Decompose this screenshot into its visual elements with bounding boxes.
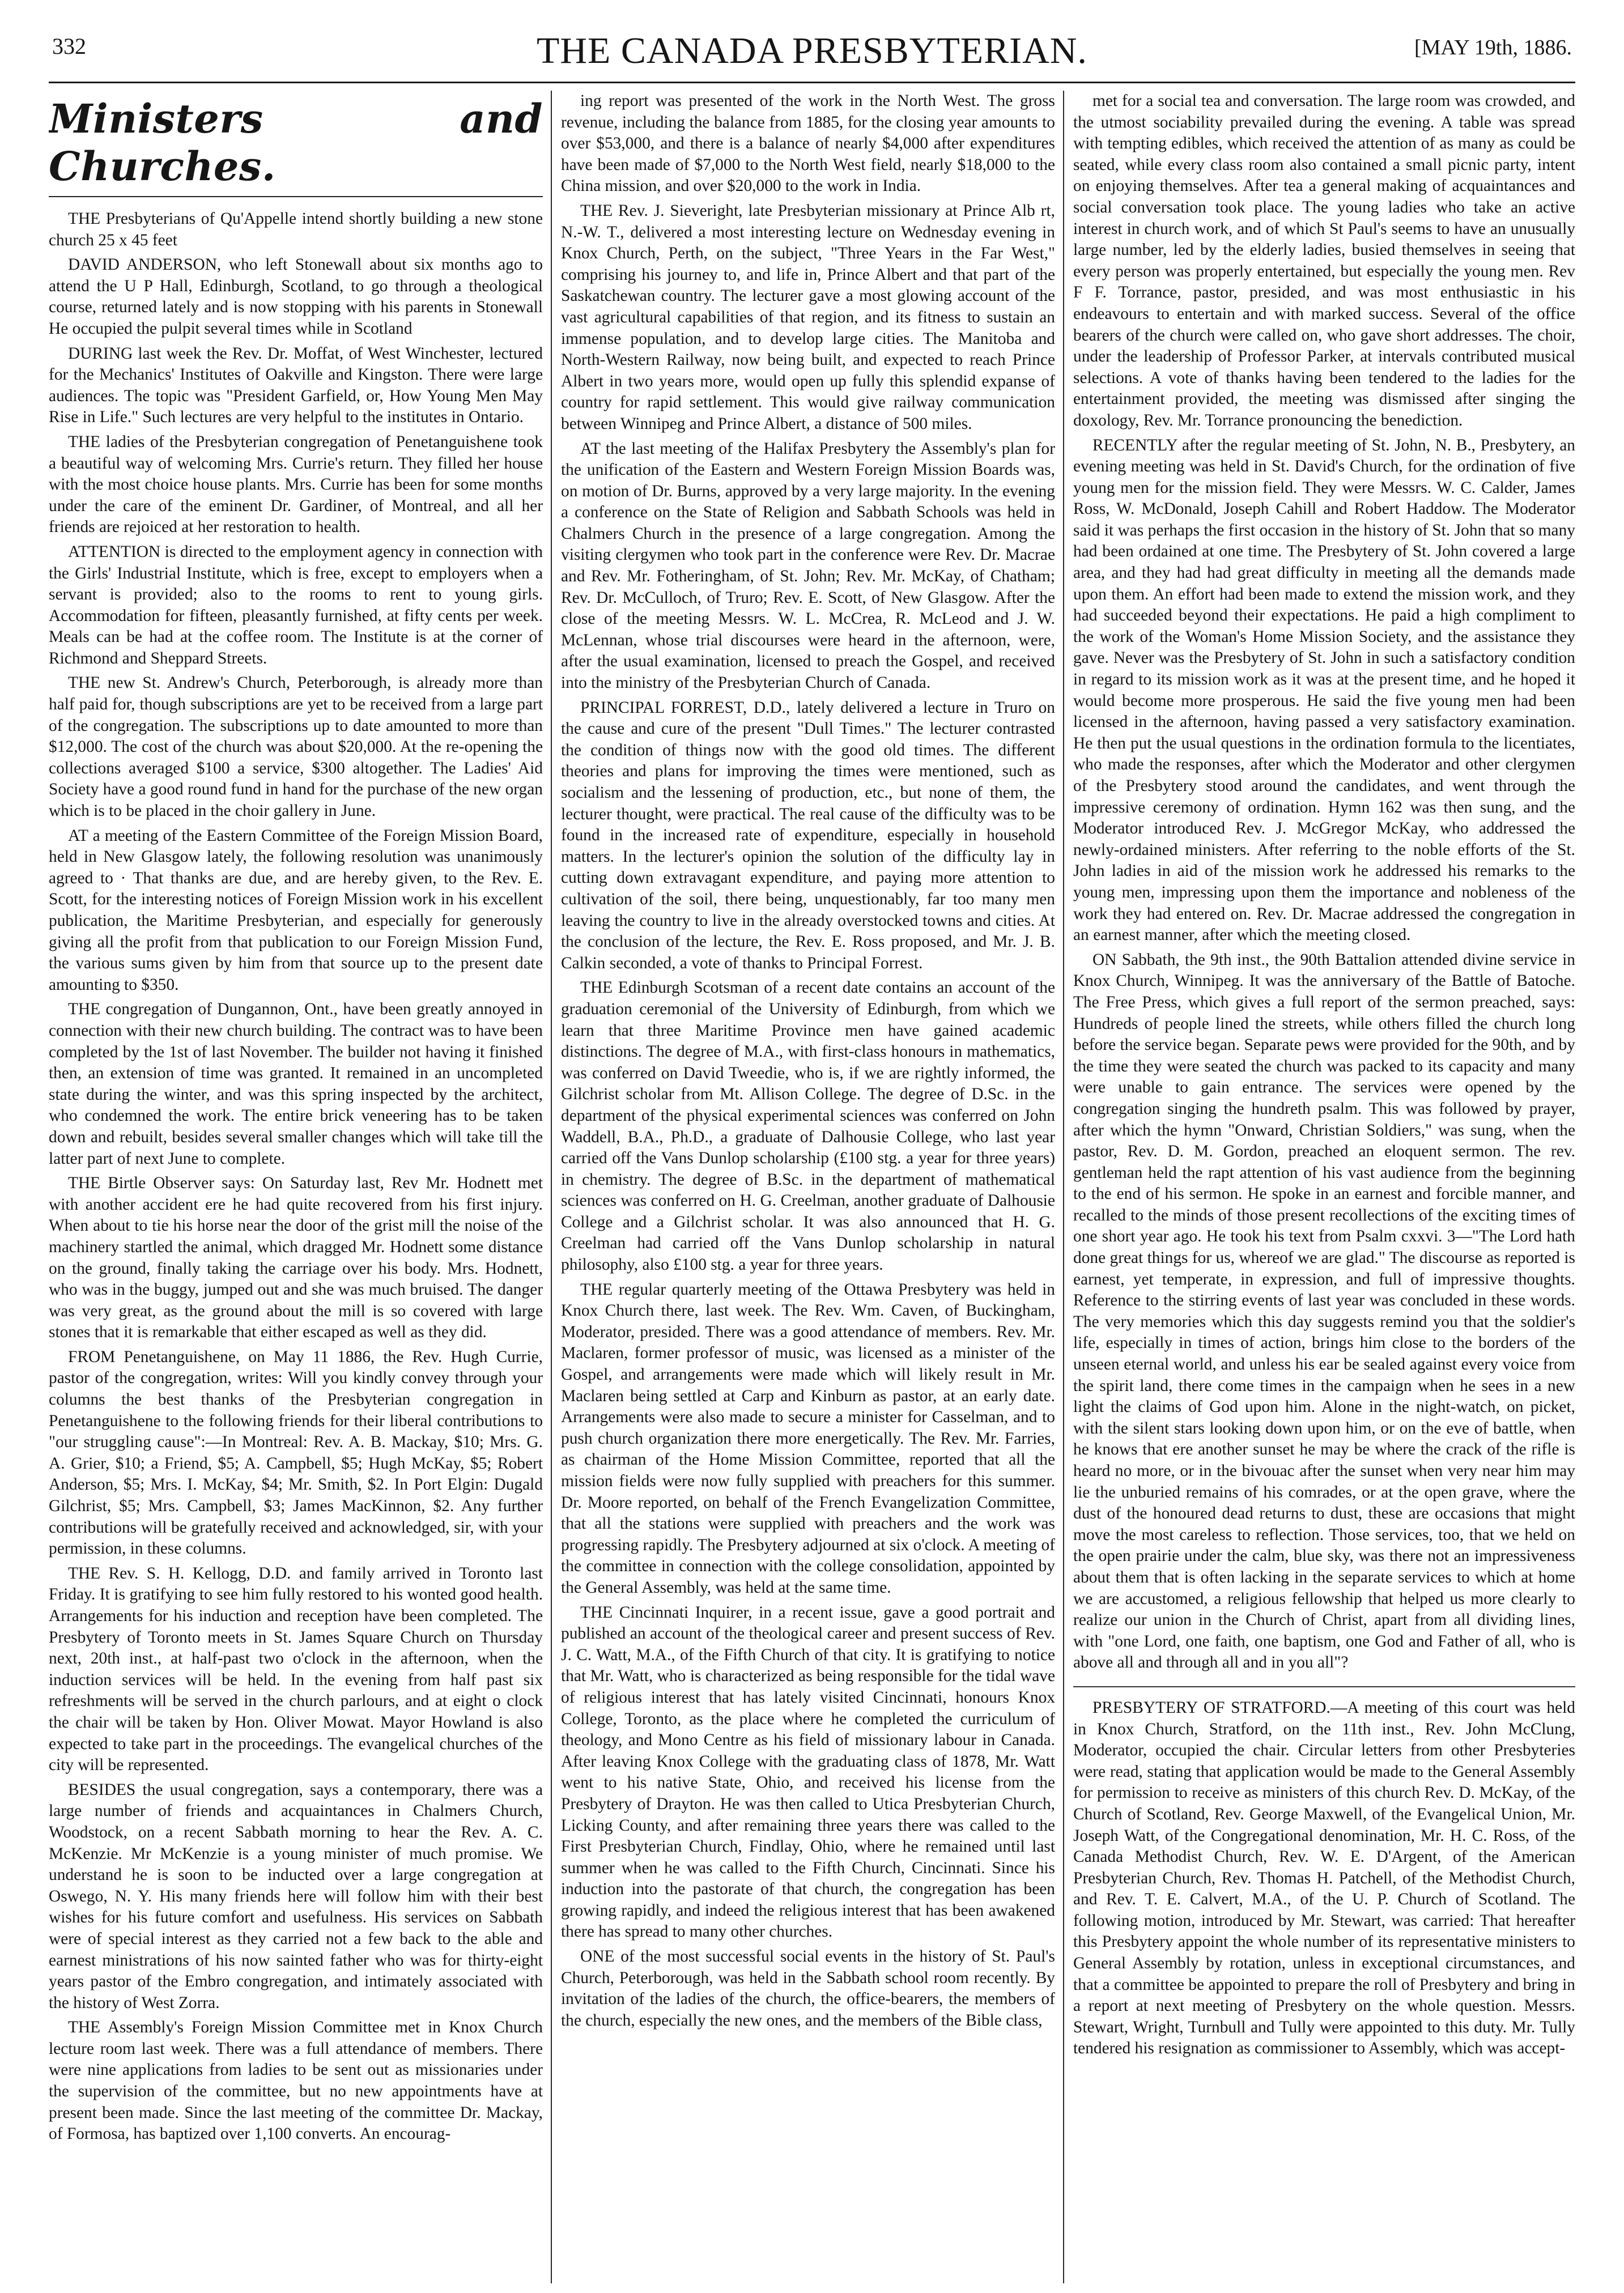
masthead — [49, 29, 1575, 83]
column-1-paragraphs — [49, 209, 543, 2145]
column-2 — [561, 91, 1055, 2283]
article-paragraph: THE new St. Andrew's Church, Peterborough, is already more than half paid for, though subscriptions are yet to be received from a large part of the congregation. The subscriptions up to date amounted to more than $12,000. The cost of the church was about $20,000. At the re-opening the collections averaged $100 a service, $300 altogether. The Ladies' Aid Society have a good round fund in hand for the purchase of the new organ which is to be placed in the choir gallery in June. — [49, 674, 543, 820]
article-paragraph: ATTENTION is directed to the employment agency in connection with the Girls' Industrial Institute, which is free, except to employers when a servant is provided; also to the rooms to rent to young girls. Accommodation for fifteen, pleasantly furnished, at fifty cents per week. Meals can be had at the coffee room. The Institute is at the corner of Richmond and Sheppard Streets. — [49, 542, 543, 667]
article-paragraph: BESIDES the usual congregation, says a contemporary, there was a large number of friends and acquaintances in Chalmers Church, Woodstock, on a recent Sabbath morning to hear the Rev. A. C. McKenzie. Mr McKenzie is a young minister of much promise. We understand he is soon to be inducted over a large congregation at Oswego, N. Y. His many friends here will follow him with their best wishes for his future comfort and usefulness. His services on Sabbath were of special interest as they carried not a few back to the able and earnest ministrations of his now sainted father who was for thirty-eight years pastor of the Embro congregation, and intimately associated with the history of West Zorra. — [49, 1780, 543, 2012]
article-paragraph: AT the last meeting of the Halifax Presbytery the Assembly's plan for the unification of the Eastern and Western Foreign Mission Boards was, on motion of Dr. Burns, approved by a very large majority. In the evening a conference on the State of Religion and Sabbath Schools was held in Chalmers Church in the presence of a large congregation. Among the visiting clergymen who took part in the conference were Rev. Dr. Macrae and Rev. Mr. Fotheringham, of St. John; Rev. Mr. McKay, of Chatham; Rev. Dr. McCulloch, of Truro; Rev. E. Scott, of New Glasgow. After the close of the meeting Messrs. W. L. McCrea, R. McLeod and J. W. McLennan, whose trial discourses were heard in the afternoon, were, after the usual examination, licensed to preach the Gospel, and received into the ministry of the Presbyterian Church of Canada. — [561, 439, 1055, 692]
article-paragraph: THE Assembly's Foreign Mission Committee met in Knox Church lecture room last week. There was a full attendance of members. There were nine applications from ladies to be sent out as missionaries under the supervision of the committee, but no new appointments have at present been made. Since the last meeting of the committee Dr. Mackay, of Formosa, has baptized over 1,100 converts. An encourag- — [49, 2018, 543, 2143]
section-title: Ministers and Churches. — [49, 95, 543, 197]
article-paragraph: ing report was presented of the work in the North West. The gross revenue, including the balance from 1885, for the closing year amounts to over $53,000, and there is a balance of nearly $4,000 after expenditures have been made of $7,000 to the North West field, nearly $18,000 to the China mission, and over $20,000 to the work in India. — [561, 92, 1055, 195]
column-divider — [1063, 91, 1064, 2283]
article-paragraph: RECENTLY after the regular meeting of St. John, N. B., Presbytery, an evening meeting was held in St. David's Church, for the ordination of five young men for the mission field. They were Messrs. W. C. Calder, James Ross, W. McDonald, Joseph Cahill and Robert Haddow. The Moderator said it was perhaps the first occasion in the history of St. John that so many had been ordained at one time. The Presbytery of St. John covered a large area, and they had had great difficulty in meeting all the demands made upon them. An effort had been made to extend the mission work, and they had succeeded beyond their expectations. He paid a high compliment to the work of the Woman's Home Mission Society, and the assistance they gave. Never was the Presbytery of St. John in such a satisfactory condition in regard to its mission work as it was at the present time, and he hoped it would become more prosperous. He said the five young men had been licensed in the afternoon, having passed a very satisfactory examination. He then put the usual questions in the ordination formula to the licentiates, who made the responses, after which the Moderator and other clergymen of the Presbytery stood around the candidates, and went through the impressive ceremony of ordination. Hymn 162 was then sung, and the Moderator introduced Rev. J. McGregor McKay, who addressed the newly-ordained ministers. After referring to the noble efforts of the St. John ladies in aid of the mission work he addressed his remarks to the young men, impressing upon them the importance and nobleness of the work they had entered on. Rev. Dr. Macrae addressed the congregation in an earnest manner, after which the meeting closed. — [1073, 436, 1575, 945]
article-paragraph: THE ladies of the Presbyterian congregation of Penetanguishene took a beautiful way of welcoming Mrs. Currie's return. They filled her house with the most choice house plants. Mrs. Currie has been for some months under the care of the eminent Dr. Gardiner, of Montreal, and all her friends are rejoiced at her restoration to health. — [49, 432, 543, 537]
section-divider — [1073, 1686, 1575, 1687]
newspaper-title: THE CANADA PRESBYTERIAN. — [537, 30, 1087, 71]
page-number: 332 — [52, 33, 86, 59]
article-paragraph: PRINCIPAL FORREST, D.D., lately delivered a lecture in Truro on the cause and cure of the present "Dull Times." The lecturer contrasted the condition of things now with the good old times. The different theories and plans for improving the times were mentioned, such as socialism and the lessening of production, etc., but none of them, the lecturer thought, were practical. The real cause of the difficulty was to be found in the increased rate of expenditure, especially in household matters. In the lecturer's opinion the solution of the difficulty lay in cutting down extravagant expenditure, and paying more attention to cultivation of the soil, there being, unquestionably, far too many men leaving the country to live in the already overstocked towns and cities. At the conclusion of the lecture, the Rev. E. Ross proposed, and Mr. J. B. Calkin seconded, a vote of thanks to Principal Forrest. — [561, 698, 1055, 972]
article-paragraph: THE Presbyterians of Qu'Appelle intend shortly building a new stone church 25 x 45 feet — [49, 210, 543, 249]
issue-date: [MAY 19th, 1886. — [1414, 36, 1572, 59]
article-paragraph: THE regular quarterly meeting of the Ottawa Presbytery was held in Knox Church there, last week. The Rev. Wm. Caven, of Buckingham, Moderator, presided. There was a good attendance of members. Rev. Mr. Maclaren, former professor of music, was licensed as a minister of the Gospel, and arrangements were made which will likely result in Mr. Maclaren being settled at Carp and Kinburn as pastor, at an early date. Arrangements were also made to secure a minister for Casselman, and to push church organization there more energetically. The Rev. Mr. Farries, as chairman of the Home Mission Committee, reported that all the mission fields were now fully supplied with preachers for this summer. Dr. Moore reported, on behalf of the French Evangelization Committee, that all the stations were supplied with preachers and the work was progressing rapidly. The Presbytery adjourned at six o'clock. A meeting of the committee in connection with the college consolidation, appointed by the General Assembly, was held at the same time. — [561, 1280, 1055, 1597]
article-paragraph: THE Birtle Observer says: On Saturday last, Rev Mr. Hodnett met with another accident ere he had quite recovered from his first injury. When about to tie his horse near the door of the grist mill the noise of the machinery startled the animal, which dragged Mr. Hodnett some distance on the ground, finally taking the carriage over his body. Mrs. Hodnett, who was in the buggy, jumped out and she was much bruised. The danger was very great, as the ground about the mill is so covered with large stones that it is remarkable that either escaped as well as they did. — [49, 1174, 543, 1342]
article-columns — [49, 91, 1575, 2283]
column-3-paragraphs — [1073, 91, 1575, 2060]
article-paragraph: ON Sabbath, the 9th inst., the 90th Battalion attended divine service in Knox Church, Winnipeg. It was the anniversary of the Battle of Batoche. The Free Press, which gives a full report of the sermon preached, says: Hundreds of people lined the streets, while others filled the church long before the service began. Separate pews were provided for the 90th, and by the time they were seated the church was packed to its capacity and many were unable to gain entrance. The services were opened by the congregation singing the hundreth psalm. This was followed by prayer, after which the hymn "Onward, Christian Soldiers," was sung, when the pastor, Rev. D. M. Gordon, preached an eloquent sermon. The rev. gentleman held the rapt attention of his vast audience from the beginning to the end of his sermon. He spoke in an earnest and forcible manner, and recalled to the minds of those present recollections of the exciting times of one short year ago. He took his text from Psalm cxxvi. 3—"The Lord hath done great things for us, whereof we are glad." The discourse as reported is earnest, yet temperate, in expression, and full of impressive thoughts. Reference to the stirring events of last year was concluded in these words. The very memories which this day suggests remind you that the soldier's life, especially in times of action, brings him close to the borders of the unseen eternal world, and unless his ear be sealed against every voice from the spirit land, there come times in the campaign when he sees in a new light the claims of God upon him. Alone in the night-watch, on picket, with the silent stars looking down upon him, or on the eve of battle, when he knows that ere another sunset he may be where the crack of the rifle is heard no more, or in the bivouac after the sunset when very near him may lie the unburied remains of his comrades, or at the open grave, where the dust of the honoured dead returns to dust, these are occasions that might move the most careless to reflection. Those services, too, that we held on the open prairie under the calm, blue sky, was there not an impressiveness about them that is often lacking in the separate services to which at home we are accustomed, a religious fellowship that helped us more clearly to realize our union in the Church of Christ, apart from all dividing lines, with "one Lord, one faith, one baptism, one God and Father of all, who is above all and through all and in you all"? — [1073, 950, 1575, 1672]
article-paragraph: THE Edinburgh Scotsman of a recent date contains an account of the graduation ceremonial of the University of Edinburgh, from which we learn that three Maritime Province men have gained academic distinctions. The degree of M.A., with first-class honours in mathematics, was conferred on David Tweedie, who is, if we are rightly informed, the Gilchrist scholar from Mt. Allison College. The degree of D.Sc. in the department of the physical experimental sciences was conferred on John Waddell, B.A., Ph.D., a graduate of Dalhousie College, who last year carried off the Vans Dunlop scholarship (£100 stg. a year for three years) in chemistry. The degree of B.Sc. in the department of mathematical sciences was conferred on H. G. Creelman, another graduate of Dalhousie College and a Gilchrist scholar. It was also announced that H. G. Creelman had carried off the Vans Dunlop scholarship in natural philosophy, also £100 stg. a year for three years. — [561, 979, 1055, 1274]
article-paragraph: AT a meeting of the Eastern Committee of the Foreign Mission Board, held in New Glasgow lately, the following resolution was unanimously agreed to · That thanks are due, and are hereby given, to the Rev. E. Scott, for the interesting notices of Foreign Mission work in his excellent publication, the Maritime Presbyterian, and especially for generously giving all the profit from that publication to our Foreign Mission Fund, the various sums given by him from that source up to the present date amounting to $350. — [49, 826, 543, 994]
article-paragraph: THE Cincinnati Inquirer, in a recent issue, gave a good portrait and published an account of the theological career and present success of Rev. J. C. Watt, M.A., of the Fifth Church of that city. It is gratifying to notice that Mr. Watt, who is characterized as being responsible for the tidal wave of religious interest that has lately visited Cincinnati, honours Knox College, Toronto, as the place where he completed the curriculum of theology, and Mono Centre as his field of missionary labour in Canada. After leaving Knox College with the graduating class of 1878, Mr. Watt went to his native State, Ohio, and received his license from the Presbytery of Drayton. He was then called to Utica Presbyterian Church, Licking County, and after remaining three years there was called to the First Presbyterian Church, Findlay, Ohio, where he remained until last summer when he was called to the Fifth Church, Cincinnati. Since his induction into the pastorate of that church, the congregation has been growing rapidly, and indeed the religious interest that has been awakened there has spread to many other churches. — [561, 1603, 1055, 1941]
article-paragraph: ONE of the most successful social events in the history of St. Paul's Church, Peterborough, was held in the Sabbath school room recently. By invitation of the ladies of the church, the office-bearers, the members of the church, especially the new ones, and the members of the Bible class, — [561, 1947, 1055, 2030]
column-2-paragraphs — [561, 91, 1055, 2031]
article-paragraph: DURING last week the Rev. Dr. Moffat, of West Winchester, lectured for the Mechanics' Institutes of Oakville and Kingston. There were large audiences. The topic was "President Garfield, or, How Young Men May Rise in Life." Such lectures are very helpful to the institutes in Ontario. — [49, 344, 543, 427]
article-paragraph: PRESBYTERY OF STRATFORD.—A meeting of this court was held in Knox Church, Stratford, on the 11th inst., Rev. John McClung, Moderator, occupied the chair. Circular letters from other Presbyteries were read, stating that application would be made to the General Assembly for permission to receive as ministers of this church Rev. D. McKay, of the Church of Scotland, Rev. George Maxwell, of the Evangelical Union, Mr. Joseph Watt, of the Congregational denomination, Mr. H. C. Ross, of the Canada Methodist Church, Rev. W. E. D'Argent, of the American Presbyterian Church, Rev. Thomas H. Patchell, of the Methodist Church, and Rev. T. E. Calvert, M.A., of the U. P. Church of Scotland. The following motion, introduced by Mr. Stewart, was carried: That hereafter this Presbytery appoint the whole number of its representative ministers to General Assembly by rotation, unless in exceptional circumstances, and that a committee be appointed to prepare the roll of Presbytery and bring in a report at next meeting of Presbytery on the whole question. Messrs. Stewart, Wright, Turnbull and Tully were appointed to this duty. Mr. Tully tendered his resignation as commissioner to Assembly, which was accept- — [1073, 1698, 1575, 2058]
article-paragraph: met for a social tea and conversation. The large room was crowded, and the utmost sociability prevailed during the evening. A table was spread with tempting edibles, which received the attention of as many as could be seated, while every class room also contained a small picnic party, intent on enjoying themselves. After tea a general making of acquaintances and social conversation took place. The young ladies who take an active interest in church work, and of which St Paul's seems to have an unusually large number, led by the elderly ladies, busied themselves in seeing that every person was properly entertained, but especially the young men. Rev F F. Torrance, pastor, presided, and was most enthusiastic in his endeavours to entertain and with marked success. Several of the office bearers of the church were called on, who gave short addresses. The choir, under the leadership of Professor Parker, at intervals contributed musical selections. A vote of thanks having been tendered to the ladies for the entertainment provided, the meeting was dismissed after singing the doxology, Rev. Mr. Torrance pronouncing the benediction. — [1073, 92, 1575, 429]
column-divider — [551, 91, 552, 2283]
article-paragraph: THE Rev. S. H. Kellogg, D.D. and family arrived in Toronto last Friday. It is gratifying to see him fully restored to his wonted good health. Arrangements for his induction and reception have been completed. The Presbytery of Toronto meets in St. James Square Church on Thursday next, 20th inst., at half-past two o'clock in the afternoon, when the induction services will be held. In the evening from half past six refreshments will be served in the church parlours, and at eight o clock the chair will be taken by Hon. Oliver Mowat. Mayor Howland is also expected to take part in the proceedings. The evangelical churches of the city will be represented. — [49, 1564, 543, 1775]
article-paragraph: THE congregation of Dungannon, Ont., have been greatly annoyed in connection with their new church building. The contract was to have been completed by the 1st of last November. The builder not having it finished then, an extension of time was granted. It remained in an uncompleted state during the winter, and was this spring inspected by the architect, who condemned the work. The entire brick veneering has to be taken down and rebuilt, besides several smaller changes which will take till the latter part of next June to complete. — [49, 1000, 543, 1168]
article-paragraph: THE Rev. J. Sieveright, late Presbyterian missionary at Prince Alb rt, N.-W. T., delivered a most interesting lecture on Wednesday evening in Knox Church, Perth, on the subject, "Three Years in the Far West," comprising his journey to, and life in, Prince Albert and that part of the Saskatchewan country. The lecturer gave a most glowing account of the vast agricultural capabilities of that region, and its fitness to sustain an immense population, and to develop large cities. The Manitoba and North-Western Railway, now being built, and expected to reach Prince Albert in two years more, would open up fully this splendid expanse of country for rapid settlement. This would give railway communication between Winnipeg and Prince Albert, a distance of 500 miles. — [561, 201, 1055, 433]
column-3 — [1073, 91, 1575, 2283]
article-paragraph: DAVID ANDERSON, who left Stonewall about six months ago to attend the U P Hall, Edinburgh, Scotland, to go through a theological course, returned lately and is now stopping with his parents in Stonewall He occupied the pulpit several times while in Scotland — [49, 256, 543, 338]
article-paragraph: FROM Penetanguishene, on May 11 1886, the Rev. Hugh Currie, pastor of the congregation, writes: Will you kindly convey through your columns the best thanks of the Presbyterian congregation in Penetanguishene to the following friends for their liberal contributions to "our struggling cause":—In Montreal: Rev. A. B. Mackay, $10; Mrs. G. A. Grier, $10; a Friend, $5; A. Campbell, $5; Hugh McKay, $5; Robert Anderson, $5; Mrs. I. McKay, $4; Mr. Smith, $2. In Port Elgin: Dugald Gilchrist, $5; Mrs. Campbell, $3; James MacKinnon, $2. Any further contributions will be gratefully received and acknowledged, sir, with your permission, in these columns. — [49, 1347, 543, 1558]
column-1 — [49, 91, 543, 2283]
